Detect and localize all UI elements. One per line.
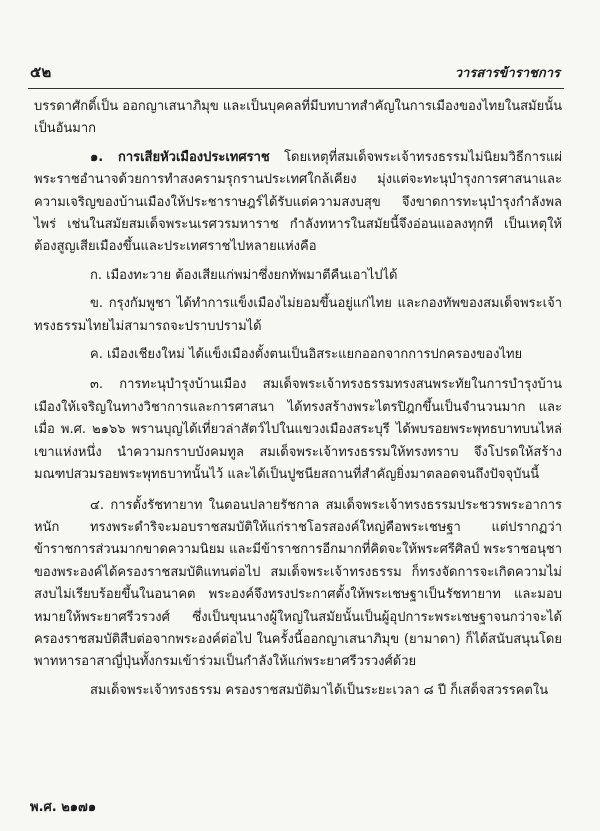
page-number: ๕๒ [30, 63, 52, 81]
paragraph-section-4: ๔. การตั้งรัชทายาท ในตอนปลายรัชกาล สมเด็จพระเจ้าทรงธรรมประชวรพระอาการหนัก ทรงพระดำริจะมอบราชสมบัติให้แก่ราชโอรสองค์ใหญ่คือพระเชษฐา แต่ปรากฏว่าข้าราชการส่วนมากขาดความนิยม และมีข้าราชการอีกมากที่คิดจะให้พระศรีศิลป์ พระราชอนุชาของพระองค์ได้ครองราชสมบัติแทนต่อไป สมเด็จพระเจ้าทรงธรรม ก็ทรงจัดการจะเกิดความไม่สงบไม่เรียบร้อยขึ้นในอนาคต พระองค์จึงทรงประกาศตั้งให้พระเชษฐาเป็นรัชทายาท และมอบหมายให้พระยาศรีวรวงศ์ ซึ่งเป็นขุนนางผู้ใหญ่ในสมัยนั้นเป็นผู้อุปการะพระเชษฐาจนกว่าจะได้ครองราชสมบัติสืบต่อจากพระองค์ต่อไป ในครั้งนี้ออกญาเสนาภิมุข (ยามาดา) ก็ได้สนับสนุนโดยพาทหารอาสาญี่ปุ่นทั้งกรมเข้าร่วมเป็นกำลังให้แก่พระยาศรีวรวงศ์ด้วย [34, 497, 562, 670]
footer-year: พ.ศ. ๒๑๗๑ [30, 800, 97, 815]
body-text [34, 96, 562, 708]
paragraph-continuation: บรรดาศักดิ์เป็น ออกญาเสนาภิมุข และเป็นบุคคลที่มีบทบาทสำคัญในการเมืองของไทยในสมัยนั้นเป็นอันมาก [34, 99, 562, 137]
section-heading: ๑. การเสียหัวเมืองประเทศราช [90, 149, 270, 165]
header-rule [28, 88, 564, 89]
paragraph-section-1 [34, 147, 562, 259]
list-item-a: ก. เมืองทะวาย ต้องเสียแก่พม่าซึ่งยกทัพมาตีคืนเอาไปได้ [90, 267, 398, 283]
section-text: โดยเหตุที่สมเด็จพระเจ้าทรงธรรมไม่นิยมวิธีการแผ่พระราชอำนาจด้วยการทำสงครามรุกรานประเทศใกล้เคียง มุ่งแต่จะทะนุบำรุงการศาสนาและความเจริญของบ้านเมืองให้ประชาราษฎร์ได้รับแต่ความสงบสุข จึงขาดการทะนุบำรุงกำลังพลไพร่ เช่นในสมัยสมเด็จพระนเรศวรมหาราช กำลังทหารในสมัยนี้จึงอ่อนแอลงทุกที เป็นเหตุให้ต้องสูญเสียเมืองขึ้นและประเทศราชไปหลายแห่งคือ [34, 149, 562, 255]
paragraph-final: สมเด็จพระเจ้าทรงธรรม ครองราชสมบัติมาได้เป็นระยะเวลา ๘ ปี ก็เสด็จสวรรคตใน [90, 682, 549, 698]
list-item-c: ค. เมืองเชียงใหม่ ได้แข็งเมืองตั้งตนเป็นอิสระแยกออกจากการปกครองของไทย [90, 347, 523, 363]
running-head: วารสารข้าราชการ [454, 66, 560, 81]
list-item-b: ข. กรุงกัมพูชา ได้ทำการแข็งเมืองไม่ยอมขึ้นอยู่แก่ไทย และกองทัพของสมเด็จพระเจ้าทรงธรรมไทยไม่สามารถจะปราบปรามได้ [34, 296, 562, 334]
paragraph-section-3: ๓. การทะนุบำรุงบ้านเมือง สมเด็จพระเจ้าทรงธรรมทรงสนพระทัยในการบำรุงบ้านเมืองให้เจริญในทางวิชาการและการศาสนา ได้ทรงสร้างพระไตรปิฎกขึ้นเป็นจำนวนมาก และเมื่อ พ.ศ. ๒๑๖๖ พรานบุญได้เที่ยวล่าสัตว์ไปในแขวงเมืองสระบุรี ได้พบรอยพระพุทธบาทบนไหล่เขาแห่งหนึ่ง นำความกราบบังคมทูล สมเด็จพระเจ้าทรงธรรมให้ทรงทราบ จึงโปรดให้สร้างมณฑปสวมรอยพระพุทธบาทนั้นไว้ และได้เป็นปูชนียสถานที่สำคัญยิ่งมาตลอดจนถึงปัจจุบันนี้ [34, 377, 562, 483]
